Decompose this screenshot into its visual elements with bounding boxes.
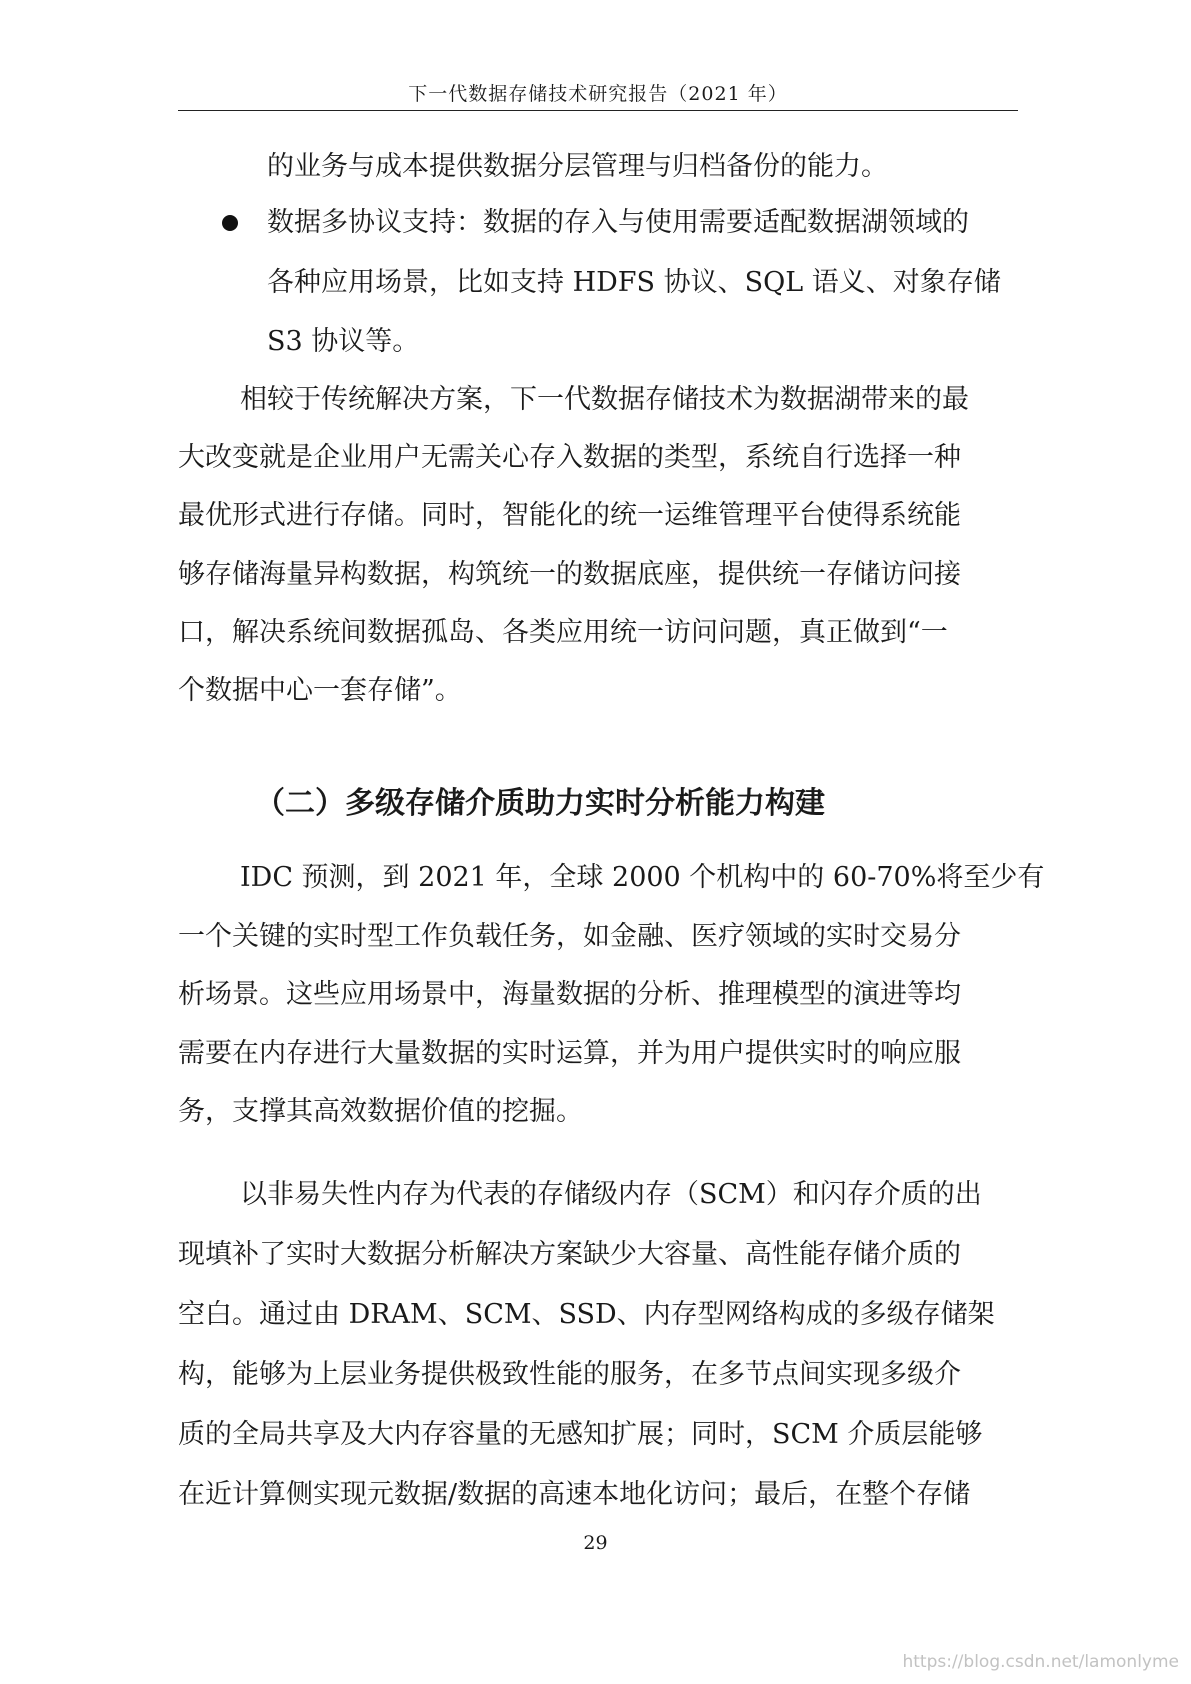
text-line: 口，解决系统间数据孤岛、各类应用统一访问问题，真正做到“一 (178, 617, 948, 648)
text-line: 最优形式进行存储。同时，智能化的统一运维管理平台使得系统能 (178, 500, 961, 531)
text-line: 需要在内存进行大量数据的实时运算，并为用户提供实时的响应服 (178, 1038, 961, 1069)
text-line: 各种应用场景，比如支持 HDFS 协议、SQL 语义、对象存储 (267, 267, 1001, 298)
text-line: S3 协议等。 (267, 326, 420, 357)
page-header: 下一代数据存储技术研究报告（2021 年） (408, 83, 788, 105)
text-line: 空白。通过由 DRAM、SCM、SSD、内存型网络构成的多级存储架 (178, 1299, 995, 1330)
watermark: https://blog.csdn.net/lamonlyme (902, 1652, 1179, 1672)
text-line: 大改变就是企业用户无需关心存入数据的类型，系统自行选择一种 (178, 442, 961, 473)
text-line: IDC 预测，到 2021 年，全球 2000 个机构中的 60-70%将至少有 (240, 862, 1045, 893)
text-line: 相较于传统解决方案，下一代数据存储技术为数据湖带来的最 (240, 384, 969, 415)
page-number: 29 (583, 1532, 608, 1554)
text-line: 以非易失性内存为代表的存储级内存（SCM）和闪存介质的出 (240, 1179, 982, 1210)
text-line: 一个关键的实时型工作负载任务，如金融、医疗领域的实时交易分 (178, 921, 961, 952)
header-rule (178, 110, 1018, 111)
text-line: 质的全局共享及大内存容量的无感知扩展；同时，SCM 介质层能够 (178, 1419, 983, 1450)
text-line: 务，支撑其高效数据价值的挖掘。 (178, 1096, 583, 1127)
section-heading: （二）多级存储介质助力实时分析能力构建 (255, 786, 825, 821)
bullet-icon (222, 215, 238, 231)
text-line: 在近计算侧实现元数据/数据的高速本地化访问；最后，在整个存储 (178, 1479, 971, 1510)
text-line: 析场景。这些应用场景中，海量数据的分析、推理模型的演进等均 (178, 979, 961, 1010)
text-line: 构，能够为上层业务提供极致性能的服务，在多节点间实现多级介 (178, 1359, 961, 1390)
text-line: 个数据中心一套存储”。 (178, 675, 462, 706)
text-line: 现填补了实时大数据分析解决方案缺少大容量、高性能存储介质的 (178, 1239, 961, 1270)
text-line: 够存储海量异构数据，构筑统一的数据底座，提供统一存储访问接 (178, 559, 961, 590)
text-line: 数据多协议支持：数据的存入与使用需要适配数据湖领域的 (267, 207, 969, 238)
text-line: 的业务与成本提供数据分层管理与归档备份的能力。 (267, 151, 888, 182)
